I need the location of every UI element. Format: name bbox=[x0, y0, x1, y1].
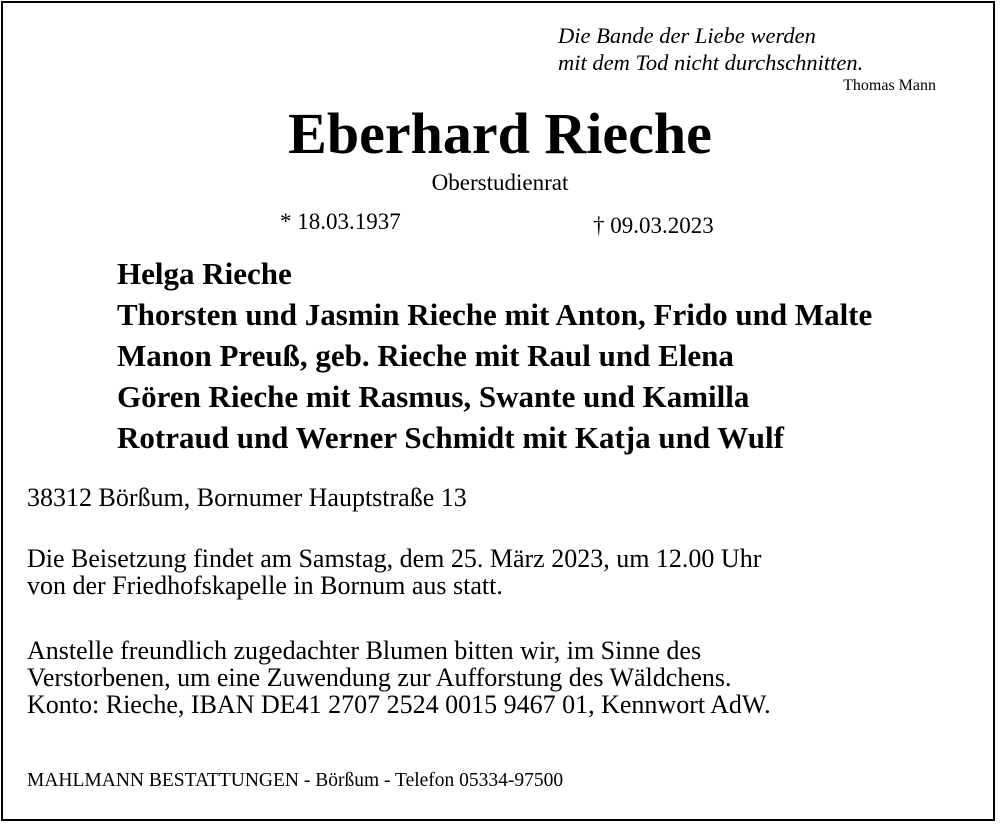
mourner-entry: Gören Rieche mit Rasmus, Swante und Kamilla bbox=[117, 379, 750, 414]
mourners-list bbox=[117, 253, 872, 458]
mourner-entry: Manon Preuß, geb. Rieche mit Raul und Elena bbox=[117, 338, 734, 373]
mourner-entry: Helga Rieche bbox=[117, 256, 292, 291]
deceased-name: Eberhard Rieche bbox=[288, 101, 712, 166]
funeral-line: von der Friedhofskapelle in Bornum aus statt. bbox=[27, 571, 503, 600]
funeral-home-footer: MAHLMANN BESTATTUNGEN - Börßum - Telefon 05334-97500 bbox=[27, 770, 564, 791]
funeral-line: Die Beisetzung findet am Samstag, dem 25. März 2023, um 12.00 Uhr bbox=[27, 544, 762, 573]
mourner-entry: Thorsten und Jasmin Rieche mit Anton, Frido und Malte bbox=[117, 297, 873, 332]
epigraph-quote bbox=[558, 22, 863, 76]
deceased-title: Oberstudienrat bbox=[431, 170, 569, 195]
funeral-info bbox=[27, 545, 761, 599]
donation-line: Konto: Rieche, IBAN DE41 2707 2524 0015 9467 01, Kennwort AdW. bbox=[27, 690, 771, 719]
donation-info bbox=[27, 637, 771, 718]
quote-line: Die Bande der Liebe werden bbox=[558, 23, 816, 48]
quote-author: Thomas Mann bbox=[843, 77, 936, 94]
donation-line: Verstorbenen, um eine Zuwendung zur Aufforstung des Wäldchens. bbox=[27, 663, 732, 692]
birth-date: * 18.03.1937 bbox=[280, 209, 401, 234]
family-address: 38312 Börßum, Bornumer Hauptstraße 13 bbox=[27, 483, 467, 512]
quote-line: mit dem Tod nicht durchschnitten. bbox=[558, 50, 864, 75]
mourner-entry: Rotraud und Werner Schmidt mit Katja und Wulf bbox=[117, 420, 784, 455]
donation-line: Anstelle freundlich zugedachter Blumen bitten wir, im Sinne des bbox=[27, 636, 702, 665]
death-date: † 09.03.2023 bbox=[593, 213, 714, 238]
